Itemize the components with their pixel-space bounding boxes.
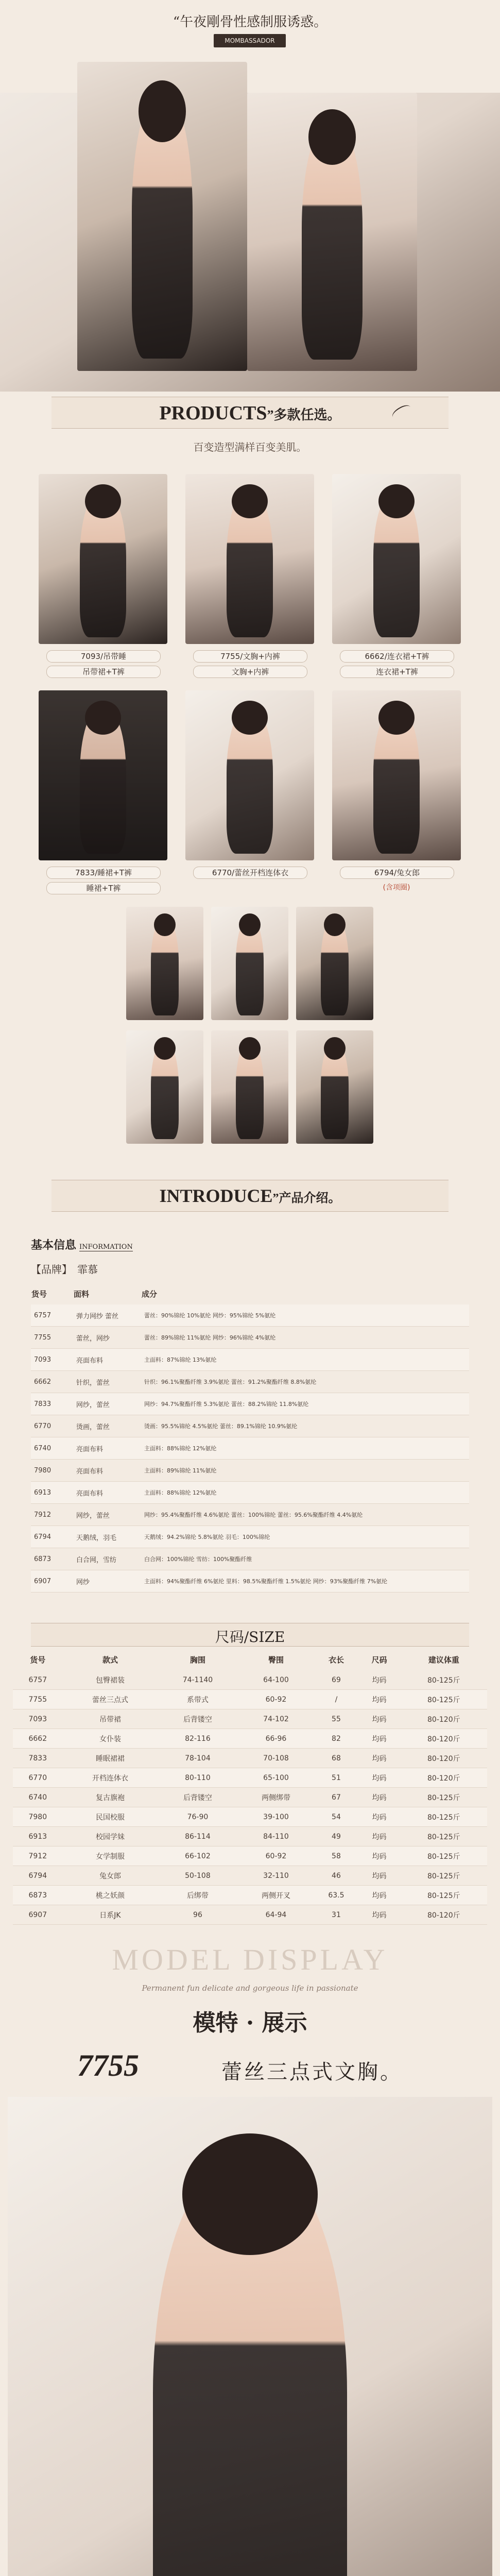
spec-cell-code: 7833: [31, 1393, 73, 1415]
size-header-cell: 臀围: [268, 1655, 284, 1665]
size-cell: 82: [314, 1729, 358, 1749]
size-cell: 均码: [358, 1729, 401, 1749]
size-row: [13, 1846, 487, 1866]
size-row: [13, 1729, 487, 1749]
hero-badge: MOMBASSADOR: [214, 34, 286, 47]
size-cell: 49: [314, 1827, 358, 1846]
gallery-photo-3: [296, 907, 373, 1020]
size-header-cell: 货号: [30, 1655, 46, 1665]
spec-cell-code: 6757: [31, 1304, 73, 1327]
spec-cell-fabric: 网纱，蕾丝: [73, 1393, 141, 1415]
size-cell: 均码: [358, 1846, 401, 1866]
size-row: [13, 1670, 487, 1690]
size-row: [13, 1905, 487, 1925]
spec-table: [31, 1283, 469, 1592]
product-caption-6794: 6794/兔女郎: [340, 867, 454, 879]
size-cell: 51: [314, 1768, 358, 1788]
size-row: [13, 1886, 487, 1905]
size-cell: 54: [314, 1807, 358, 1827]
size-cell: 58: [314, 1846, 358, 1866]
product-note-6794: (含项圈): [383, 884, 410, 892]
product-photo-6662: [332, 474, 461, 644]
size-cell: 82-116: [158, 1729, 237, 1749]
size-cell: 80-125斤: [401, 1886, 487, 1905]
spec-cell-fabric: 蕾丝，网纱: [73, 1327, 141, 1349]
product-sub-7833: 睡裙+T裤: [46, 882, 161, 894]
size-cell: 蕾丝三点式: [63, 1690, 158, 1709]
gallery-photo-2: [211, 907, 288, 1020]
size-cell: 55: [314, 1709, 358, 1729]
size-header-cell: 衣长: [328, 1655, 344, 1665]
spec-header-row: [31, 1283, 469, 1304]
spec-cell-code: 7093: [31, 1349, 73, 1371]
spec-cell-comp: 针织：96.1%聚酯纤维 3.9%氨纶 蕾丝：91.2%聚酯纤维 8.8%氨纶: [141, 1371, 469, 1393]
gallery-photo-5: [211, 1030, 288, 1144]
size-row: [13, 1768, 487, 1788]
size-cell: 80-125斤: [401, 1827, 487, 1846]
size-cell: 6662: [13, 1729, 63, 1749]
size-cell: 60-92: [238, 1690, 315, 1709]
products-subtitle: 百变造型满样百变美肌。: [193, 441, 307, 453]
size-cell: 桃之妖颜: [63, 1886, 158, 1905]
size-header-cell: 胸围: [189, 1655, 205, 1665]
spec-cell-fabric: 亮面布料: [73, 1460, 141, 1482]
spec-cell-code: 7755: [31, 1327, 73, 1349]
spec-cell-fabric: 网纱: [73, 1570, 141, 1592]
size-cell: 兔女郎: [63, 1866, 158, 1886]
spec-cell-comp: 主面料：94%聚酯纤维 6%氨纶 里料：98.5%聚酯纤维 1.5%氨纶 网纱：93%聚酯纤维 7%氨纶: [141, 1570, 469, 1592]
spec-cell-fabric: 网纱，蕾丝: [73, 1504, 141, 1526]
spec-row: [31, 1437, 469, 1460]
size-cell: 70-108: [238, 1749, 315, 1768]
spec-row: [31, 1415, 469, 1437]
size-cell: 包臀裙装: [63, 1670, 158, 1690]
spec-cell-comp: 烫画：95.5%锦纶 4.5%氨纶 蕾丝：89.1%锦纶 10.9%氨纶: [141, 1415, 469, 1437]
spec-cell-comp: 网纱：95.4%聚酯纤维 4.6%氨纶 蕾丝：100%锦纶 蕾丝：95.6%聚酯纤维 4.4%氨纶: [141, 1504, 469, 1526]
spec-cell-code: 6907: [31, 1570, 73, 1592]
size-cell: 80-125斤: [401, 1846, 487, 1866]
model-title-cn: 模特 · 展示: [193, 2010, 307, 2036]
size-cell: 31: [314, 1905, 358, 1925]
model-subtitle-en: Permanent fun delicate and gorgeous life in passionate: [142, 1984, 358, 1993]
size-cell: 80-120斤: [401, 1768, 487, 1788]
product-caption-6662: 6662/连衣裙+T裤: [340, 650, 454, 663]
size-cell: 系带式: [158, 1690, 237, 1709]
product-photo-7755: [185, 474, 314, 644]
product-photo-7093: [39, 474, 167, 644]
size-cell: 80-110: [158, 1768, 237, 1788]
size-row: [13, 1749, 487, 1768]
size-row: [13, 1827, 487, 1846]
spec-cell-comp: 蕾丝：89%锦纶 11%氨纶 网纱：96%锦纶 4%氨纶: [141, 1327, 469, 1349]
size-cell: 7093: [13, 1709, 63, 1729]
spec-cell-fabric: 亮面布料: [73, 1349, 141, 1371]
size-cell: 64-100: [238, 1670, 315, 1690]
size-cell: 均码: [358, 1709, 401, 1729]
size-cell: 均码: [358, 1768, 401, 1788]
product-sub-7093: 吊带裙+T裤: [46, 666, 161, 678]
size-cell: 50-108: [158, 1866, 237, 1886]
size-cell: 80-120斤: [401, 1905, 487, 1925]
spec-cell-fabric: 亮面布料: [73, 1437, 141, 1460]
spec-row: [31, 1504, 469, 1526]
size-cell: 后背镂空: [158, 1709, 237, 1729]
gallery-photo-4: [126, 1030, 203, 1144]
size-row: [13, 1709, 487, 1729]
size-cell: 96: [158, 1905, 237, 1925]
spec-row: [31, 1460, 469, 1482]
product-photo-6770: [185, 690, 314, 860]
size-cell: 80-120斤: [401, 1709, 487, 1729]
product-sub-6662: 连衣裙+T裤: [340, 666, 454, 678]
spec-cell-comp: 白合网：100%锦纶 雪纺：100%聚酯纤维: [141, 1548, 469, 1570]
model-item1-desc: 蕾丝三点式文胸。: [221, 2060, 403, 2084]
size-cell: 6740: [13, 1788, 63, 1807]
hero-tagline: “午夜剛骨性感制服诱惑。: [173, 14, 327, 30]
size-cell: 74-1140: [158, 1670, 237, 1690]
size-header-cell: 建议体重: [428, 1655, 459, 1665]
size-cell: 76-90: [158, 1807, 237, 1827]
size-cell: 86-114: [158, 1827, 237, 1846]
size-cell: 7912: [13, 1846, 63, 1866]
size-cell: 均码: [358, 1749, 401, 1768]
size-cell: 女仆装: [63, 1729, 158, 1749]
size-cell: 两侧开叉: [238, 1886, 315, 1905]
spec-cell-fabric: 弹力网纱 蕾丝: [73, 1304, 141, 1327]
gallery-photo-1: [126, 907, 203, 1020]
size-cell: 80-125斤: [401, 1670, 487, 1690]
spec-cell-comp: 主面料：88%锦纶 12%氨纶: [141, 1482, 469, 1504]
introduce-title-suffix: ”产品介绍。: [272, 1192, 341, 1205]
size-cell: 均码: [358, 1905, 401, 1925]
size-cell: 69: [314, 1670, 358, 1690]
product-caption-7755: 7755/文胸+内裤: [193, 650, 307, 663]
spec-row: [31, 1327, 469, 1349]
introduce-title-en: INTRODUCE: [159, 1185, 273, 1206]
size-row: [13, 1807, 487, 1827]
size-cell: 80-125斤: [401, 1866, 487, 1886]
size-cell: 后绑带: [158, 1886, 237, 1905]
size-cell: 6913: [13, 1827, 63, 1846]
spec-cell-comp: 主面料：89%锦纶 11%氨纶: [141, 1460, 469, 1482]
size-cell: 64-94: [238, 1905, 315, 1925]
size-cell: 均码: [358, 1827, 401, 1846]
hero-photo: [0, 0, 500, 392]
product-caption-7833: 7833/睡裙+T裤: [46, 867, 161, 879]
hero-model-left: [77, 62, 247, 371]
size-cell: 民国校服: [63, 1807, 158, 1827]
size-header-cell: 尺码: [371, 1655, 387, 1665]
size-cell: 日系JK: [63, 1905, 158, 1925]
size-cell: 84-110: [238, 1827, 315, 1846]
size-cell: 两侧绑带: [238, 1788, 315, 1807]
spec-cell-code: 7912: [31, 1504, 73, 1526]
size-cell: 60-92: [238, 1846, 315, 1866]
size-row: [13, 1788, 487, 1807]
size-table: [13, 1649, 487, 1925]
spec-row: [31, 1349, 469, 1371]
spec-row: [31, 1570, 469, 1592]
size-cell: 后背镂空: [158, 1788, 237, 1807]
spec-cell-code: 6770: [31, 1415, 73, 1437]
size-cell: 65-100: [238, 1768, 315, 1788]
size-cell: 吊带裙: [63, 1709, 158, 1729]
spec-cell-fabric: 亮面布料: [73, 1482, 141, 1504]
product-photo-6794: [332, 690, 461, 860]
product-photo-7833: [39, 690, 167, 860]
size-cell: 7980: [13, 1807, 63, 1827]
size-row: [13, 1866, 487, 1886]
size-cell: 32-110: [238, 1866, 315, 1886]
size-cell: 80-125斤: [401, 1788, 487, 1807]
size-cell: 39-100: [238, 1807, 315, 1827]
size-cell: 均码: [358, 1807, 401, 1827]
size-cell: 7833: [13, 1749, 63, 1768]
size-cell: 校园学妹: [63, 1827, 158, 1846]
spec-cell-comp: 主面料：88%锦纶 12%氨纶: [141, 1437, 469, 1460]
product-caption-6770: 6770/蕾丝开档连体衣: [193, 867, 307, 879]
product-caption-7093: 7093/吊带睡: [46, 650, 161, 663]
spec-cell-comp: 主面料：87%锦纶 13%氨纶: [141, 1349, 469, 1371]
size-row: [13, 1690, 487, 1709]
size-cell: 6770: [13, 1768, 63, 1788]
products-title-en: PRODUCTS: [159, 402, 267, 424]
spec-header-fabric: 面料: [74, 1289, 90, 1299]
spec-cell-code: 6794: [31, 1526, 73, 1548]
introduce-title: [0, 1185, 500, 1207]
spec-cell-fabric: 天鹅绒，羽毛: [73, 1526, 141, 1548]
spec-header-code: 货号: [31, 1289, 47, 1299]
size-cell: 均码: [358, 1788, 401, 1807]
size-cell: 6794: [13, 1866, 63, 1886]
spec-row: [31, 1393, 469, 1415]
spec-row: [31, 1548, 469, 1570]
model-title-en: MODEL DISPLAY: [112, 1943, 388, 1976]
size-cell: 均码: [358, 1670, 401, 1690]
spec-cell-code: 6662: [31, 1371, 73, 1393]
size-cell: 80-125斤: [401, 1690, 487, 1709]
spec-cell-fabric: 白合网，雪纺: [73, 1548, 141, 1570]
hero-model-right: [247, 93, 417, 371]
size-cell: 80-120斤: [401, 1749, 487, 1768]
products-title-suffix: ”多款任选。: [267, 408, 341, 422]
size-cell: 67: [314, 1788, 358, 1807]
spec-row: [31, 1526, 469, 1548]
spec-row: [31, 1304, 469, 1327]
brand-line: 【品牌】 霏慕: [31, 1263, 98, 1276]
size-cell: 7755: [13, 1690, 63, 1709]
spec-row: [31, 1371, 469, 1393]
gallery-photo-6: [296, 1030, 373, 1144]
size-title: 尺码/SIZE: [215, 1629, 285, 1646]
size-cell: 63.5: [314, 1886, 358, 1905]
size-cell: 6873: [13, 1886, 63, 1905]
size-cell: 开档连体衣: [63, 1768, 158, 1788]
spec-cell-code: 7980: [31, 1460, 73, 1482]
spec-cell-fabric: 烫画，蕾丝: [73, 1415, 141, 1437]
size-cell: 66-102: [158, 1846, 237, 1866]
size-cell: 复古旗袍: [63, 1788, 158, 1807]
size-cell: 6907: [13, 1905, 63, 1925]
size-cell: 均码: [358, 1886, 401, 1905]
products-title: [0, 402, 500, 425]
model-item1-code: 7755: [77, 2048, 139, 2082]
size-cell: 78-104: [158, 1749, 237, 1768]
spec-cell-code: 6913: [31, 1482, 73, 1504]
model-photo-7755: [8, 2097, 492, 2576]
size-cell: 80-125斤: [401, 1807, 487, 1827]
spec-row: [31, 1482, 469, 1504]
size-cell: 6757: [13, 1670, 63, 1690]
size-cell: 46: [314, 1866, 358, 1886]
size-cell: /: [314, 1690, 358, 1709]
size-cell: 80-120斤: [401, 1729, 487, 1749]
size-cell: 睡眠裙裙: [63, 1749, 158, 1768]
spec-cell-comp: 天鹅绒：94.2%锦纶 5.8%氨纶 羽毛：100%锦纶: [141, 1526, 469, 1548]
spec-header-comp: 成分: [142, 1289, 158, 1299]
size-cell: 74-102: [238, 1709, 315, 1729]
size-cell: 均码: [358, 1690, 401, 1709]
spec-cell-code: 6740: [31, 1437, 73, 1460]
basic-info-heading: 基本信息 INFORMATION: [31, 1239, 133, 1252]
size-cell: 均码: [358, 1866, 401, 1886]
spec-cell-code: 6873: [31, 1548, 73, 1570]
size-cell: 68: [314, 1749, 358, 1768]
size-header-cell: 款式: [102, 1655, 118, 1665]
product-sub-7755: 文胸+内裤: [193, 666, 307, 678]
spec-cell-fabric: 针织，蕾丝: [73, 1371, 141, 1393]
size-header-row: [13, 1649, 487, 1670]
size-cell: 66-96: [238, 1729, 315, 1749]
size-cell: 女学制服: [63, 1846, 158, 1866]
spec-cell-comp: 网纱：94.7%聚酯纤维 5.3%氨纶 蕾丝：88.2%锦纶 11.8%氨纶: [141, 1393, 469, 1415]
spec-cell-comp: 蕾丝：90%锦纶 10%氨纶 网纱：95%锦纶 5%氨纶: [141, 1304, 469, 1327]
